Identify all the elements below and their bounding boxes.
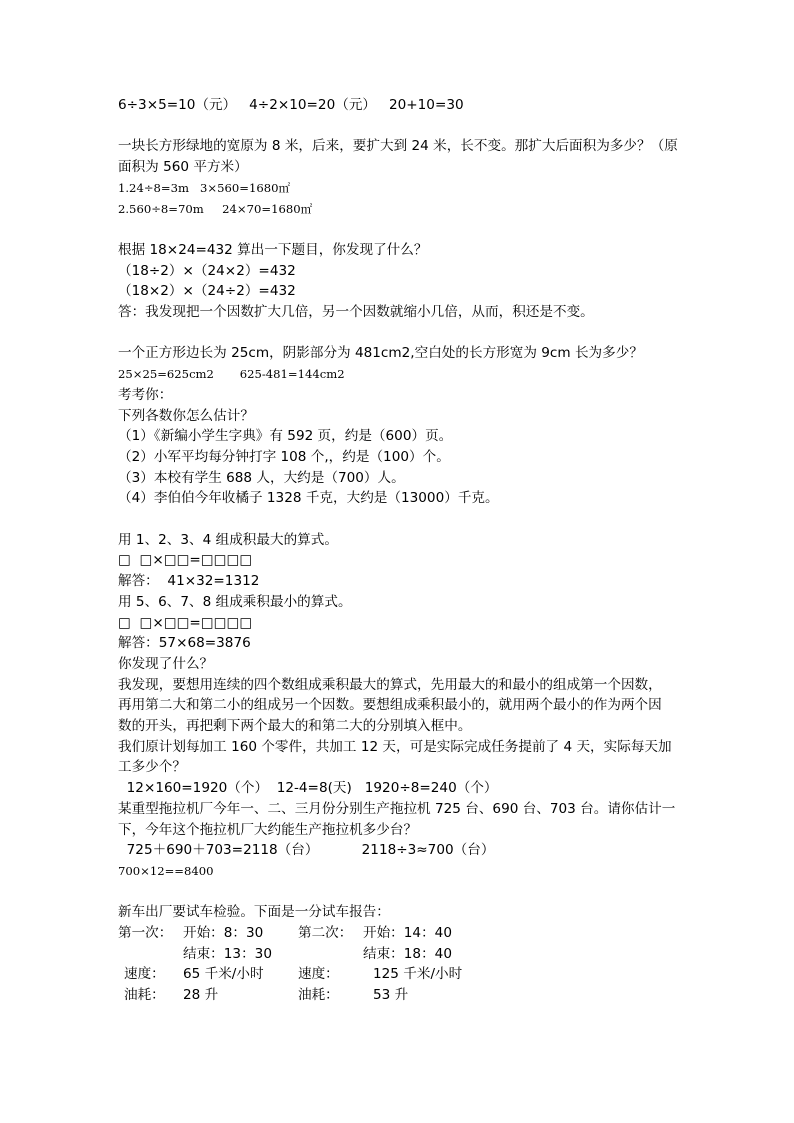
- solution-line: 700×12==8400: [118, 863, 214, 878]
- list-item: （1）《新编小学生字典》有 592 页，约是（600）页。: [118, 428, 453, 445]
- first-run-start: 开始：8：30: [183, 925, 264, 942]
- first-run-fuel: 28 升: [183, 987, 219, 1004]
- box-template: □ □×□□=□□□□: [118, 552, 253, 569]
- first-run-label: 第一次：: [118, 925, 173, 942]
- problem-statement: 你发现了什么？: [118, 655, 214, 672]
- problem-statement: 用 1、2、3、4 组成积最大的算式。: [118, 531, 338, 548]
- report-row-start: [118, 923, 678, 944]
- problem-statement: 下，今年这个拖拉机厂大约能生产拖拉机多少台？: [118, 821, 418, 838]
- problem-statement: 一块长方形绿地的宽原为 8 米，后来，要扩大到 24 米，长不变。那扩大后面积为多少？（原: [118, 138, 678, 155]
- answer-line: 解答：57×68=3876: [118, 635, 251, 652]
- section-heading: 考考你：: [118, 386, 173, 403]
- text-line: 6÷3×5=10（元） 4÷2×10=20（元） 20+10=30: [118, 97, 464, 113]
- second-run-end: 结束：18：40: [363, 945, 452, 962]
- solution-line: （18÷2）×（24×2）=432: [118, 262, 296, 279]
- problem-statement: 用 5、6、7、8 组成乘积最小的算式。: [118, 593, 352, 610]
- second-run-start: 开始：14：40: [363, 925, 452, 942]
- speed-label: 速度：: [124, 966, 165, 983]
- solution-line: 725＋690＋703=2118（台） 2118÷3≈700（台）: [118, 842, 495, 859]
- first-run-speed: 65 千米/小时: [183, 966, 264, 983]
- second-run-speed: 125 千米/小时: [373, 966, 463, 983]
- report-row-end: [118, 944, 678, 965]
- answer-line: 答：我发现把一个因数扩大几倍，另一个因数就缩小几倍，从而，积还是不变。: [118, 304, 594, 320]
- problem-statement: 工多少个？: [118, 759, 186, 776]
- solution-line: 12×160=1920（个） 12-4=8(天) 1920÷8=240（个）: [118, 780, 498, 797]
- speed-label: 速度：: [298, 966, 339, 983]
- solution-line: 25×25=625cm2 625-481=144cm2: [118, 367, 345, 382]
- problem-statement: 下列各数你怎么估计？: [118, 407, 254, 424]
- paragraph-line: 我发现，要想用连续的四个数组成乘积最大的算式，先用最大的和最小的组成第一个因数，: [118, 676, 662, 693]
- report-row-speed: [118, 964, 678, 985]
- solution-line: 1.24÷8=3m 3×560=1680㎡: [118, 180, 291, 195]
- problem-statement: 根据 18×24=432 算出一下题目，你发现了什么？: [118, 241, 428, 258]
- problem-statement: 一个正方形边长为 25cm，阴影部分为 481cm2,空白处的长方形宽为 9cm 长为多少？: [118, 345, 643, 362]
- second-run-label: 第二次：: [298, 925, 353, 942]
- problem-statement: 新车出厂要试车检验。下面是一分试车报告：: [118, 904, 390, 921]
- document-body: [118, 95, 678, 1006]
- box-template: □ □×□□=□□□□: [118, 614, 253, 631]
- solution-line: （18×2）×（24÷2）=432: [118, 283, 296, 300]
- list-item: （4）李伯伯今年收橘子 1328 千克，大约是（13000）千克。: [118, 490, 499, 507]
- fuel-label: 油耗：: [298, 987, 339, 1004]
- paragraph-line: 再用第二大和第二小的组成另一个因数。要想组成乘积最小的，就用两个最小的作为两个因: [118, 697, 662, 714]
- problem-statement: 某重型拖拉机厂今年一、二、三月份分别生产拖拉机 725 台、690 台、703 台。请你估计一: [118, 800, 676, 817]
- problem-statement: 面积为 560 平方米）: [118, 159, 248, 176]
- test-drive-report: [118, 923, 678, 1006]
- fuel-label: 油耗：: [124, 987, 165, 1004]
- report-row-fuel: [118, 985, 678, 1006]
- solution-line: 2.560÷8=70m 24×70=1680㎡: [118, 201, 313, 216]
- list-item: （3）本校有学生 688 人，大约是（700）人。: [118, 469, 405, 486]
- first-run-end: 结束：13：30: [183, 945, 272, 962]
- paragraph-line: 数的开头，再把剩下两个最大的和第二大的分别填入框中。: [118, 718, 472, 735]
- second-run-fuel: 53 升: [373, 987, 409, 1004]
- problem-statement: 我们原计划每加工 160 个零件，共加工 12 天，可是实际完成任务提前了 4 天，实际每天加: [118, 738, 672, 755]
- answer-line: 解答： 41×32=1312: [118, 573, 260, 590]
- list-item: （2）小军平均每分钟打字 108 个,，约是（100）个。: [118, 448, 450, 465]
